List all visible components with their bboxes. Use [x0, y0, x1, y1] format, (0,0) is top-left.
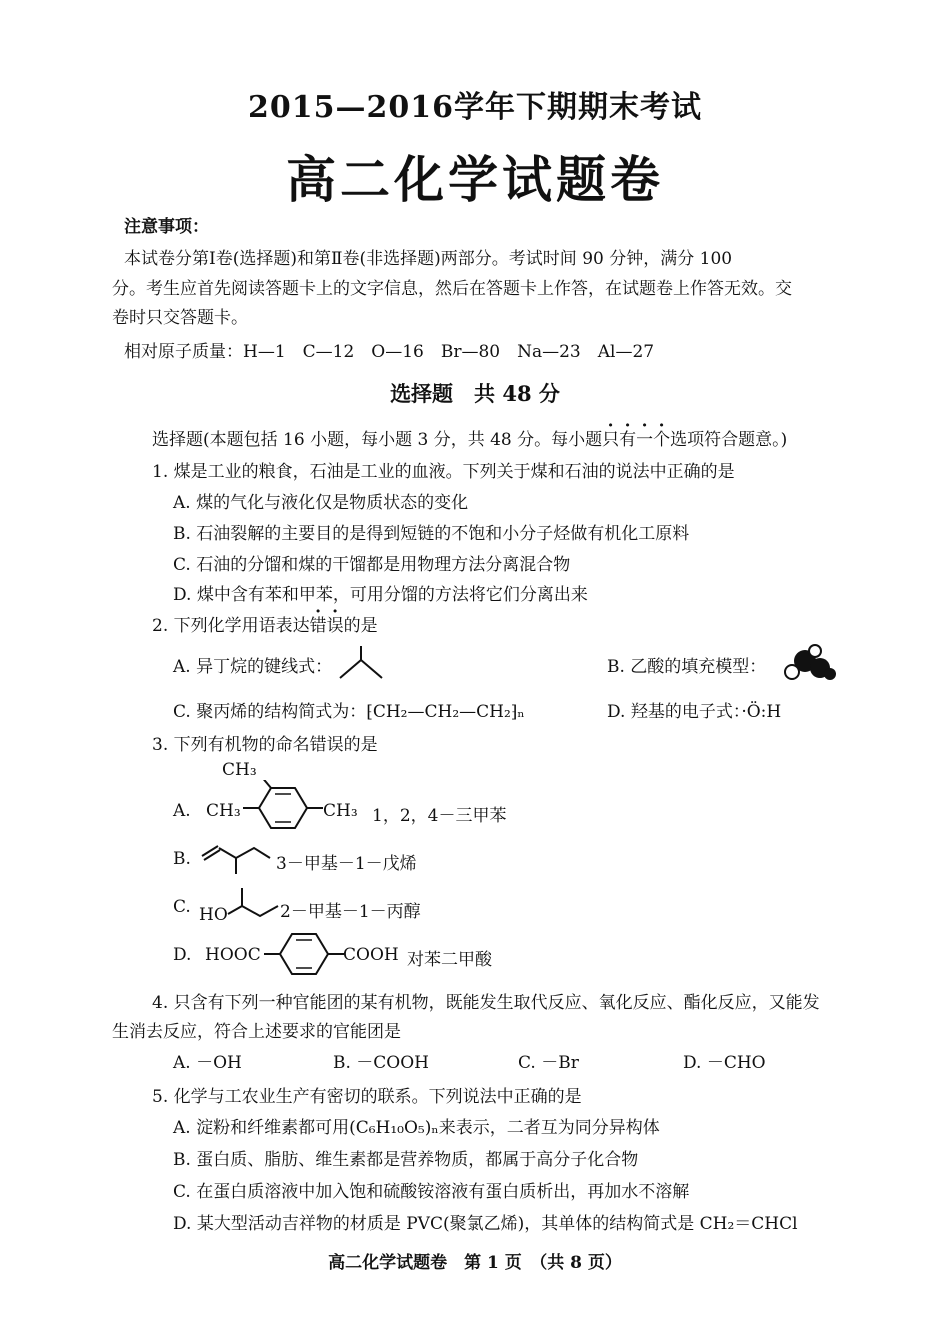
q5-stem: 5. 化学与工农业生产有密切的联系。下列说法中正确的是 [152, 1087, 582, 1107]
q2-stem-post: 的是 [343, 616, 378, 636]
q2-option-a: A. 异丁烷的键线式： [173, 657, 333, 677]
q3-option-c-label: C. [173, 897, 191, 917]
notice-line1: 本试卷分第Ⅰ卷(选择题)和第Ⅱ卷(非选择题)两部分。考试时间 90 分钟，满分 100 [124, 249, 733, 269]
q3-option-d-name: 对苯二甲酸 [407, 950, 492, 970]
choice-intro [152, 425, 787, 450]
q1-stem: 1. 煤是工业的粮食，石油是工业的血液。下列关于煤和石油的说法中正确的是 [152, 462, 735, 482]
q2-option-c: C. 聚丙烯的结构简式为：⁅CH₂—CH₂—CH₂⁆ₙ [173, 702, 525, 722]
choice-intro-post: 选项符合题意。) [670, 430, 788, 450]
isobutane-skeleton [334, 640, 388, 682]
q1-option-a: A. 煤的气化与液化仅是物质状态的变化 [173, 493, 469, 513]
intro-dot-1: 只 [602, 430, 620, 450]
q2-dot-1: 错 [309, 616, 327, 636]
q3c-ho: HO [199, 905, 228, 925]
atomic-masses: 相对原子质量：H—1 C—12 O—16 Br—80 Na—23 Al—27 [124, 342, 655, 362]
methylpropanol-skeleton [226, 884, 282, 924]
q3-option-a-name: 1，2，4－三甲苯 [372, 806, 507, 826]
q3-option-c-name: 2－甲基－1－丙醇 [280, 902, 421, 922]
q3-option-a-label: A. [173, 801, 191, 821]
q2-stem [152, 611, 378, 636]
q5-option-d: D. 某大型活动吉祥物的材质是 PVC(聚氯乙烯)，其单体的结构简式是 CH₂＝CHCl [173, 1214, 798, 1234]
intro-dot-4: 个 [653, 430, 671, 450]
exam-title-line1: 2015—2016学年下期期末考试 [248, 90, 702, 125]
intro-dot-3: 一 [636, 430, 654, 450]
model-ball [824, 668, 836, 680]
q3-option-d-label: D. [173, 945, 192, 965]
q3d-hooc: HOOC [205, 945, 261, 965]
q3a-ch3-right: CH₃ [323, 801, 358, 821]
q4-option-d: D. －CHO [683, 1053, 766, 1073]
q4-option-c: C. －Br [518, 1053, 579, 1073]
q4-line1: 4. 只含有下列一种官能团的某有机物，既能发生取代反应、氧化反应、酯化反应，又能发 [152, 993, 820, 1013]
q1-option-d: D. 煤中含有苯和甲苯，可用分馏的方法将它们分离出来 [173, 585, 588, 605]
notice-title: 注意事项： [124, 217, 209, 237]
intro-dot-2: 有 [619, 430, 637, 450]
q2-stem-pre: 2. 下列化学用语表达 [152, 616, 310, 636]
q4-option-a: A. －OH [173, 1053, 242, 1073]
q5-option-b: B. 蛋白质、脂肪、维生素都是营养物质，都属于高分子化合物 [173, 1150, 639, 1170]
model-ball [808, 644, 822, 658]
benzene-ring-a [243, 780, 333, 836]
q3d-cooh: COOH [343, 945, 399, 965]
q3a-ch3-left: CH₃ [206, 801, 241, 821]
q1-option-b: B. 石油裂解的主要目的是得到短链的不饱和小分子烃做有机化工原料 [173, 524, 690, 544]
section-heading: 选择题 共 48 分 [390, 381, 560, 406]
notice-line2: 分。考生应首先阅读答题卡上的文字信息，然后在答题卡上作答，在试题卷上作答无效。交 [112, 279, 792, 299]
q3-option-b-name: 3－甲基－1－戊烯 [276, 854, 417, 874]
q2-option-b: B. 乙酸的填充模型： [607, 657, 767, 677]
q1-option-c: C. 石油的分馏和煤的干馏都是用物理方法分离混合物 [173, 555, 571, 575]
q3-option-b-label: B. [173, 849, 191, 869]
page-footer: 高二化学试题卷 第 1 页 （共 8 页） [328, 1253, 622, 1273]
model-ball [784, 664, 800, 680]
q3a-ch3-top: CH₃ [222, 760, 257, 780]
benzene-ring-d [262, 930, 346, 978]
notice-line3: 卷时只交答题卡。 [112, 308, 248, 328]
choice-intro-pre: 选择题(本题包括 16 小题，每小题 3 分，共 48 分。每小题 [152, 430, 603, 450]
exam-title-line2: 高二化学试题卷 [286, 150, 664, 209]
methylpentene-skeleton [198, 838, 274, 878]
acetic-acid-model [782, 644, 838, 684]
q4-line2: 生消去反应，符合上述要求的官能团是 [112, 1022, 401, 1042]
q4-option-b: B. －COOH [333, 1053, 430, 1073]
q3-stem: 3. 下列有机物的命名错误的是 [152, 735, 378, 755]
q5-option-c: C. 在蛋白质溶液中加入饱和硫酸铵溶液有蛋白质析出，再加水不溶解 [173, 1182, 690, 1202]
q5-option-a: A. 淀粉和纤维素都可用(C₆H₁₀O₅)ₙ来表示，二者互为同分异构体 [173, 1118, 660, 1138]
q2-dot-2: 误 [326, 616, 344, 636]
q2-option-d: D. 羟基的电子式：·Ö:H [607, 702, 782, 722]
